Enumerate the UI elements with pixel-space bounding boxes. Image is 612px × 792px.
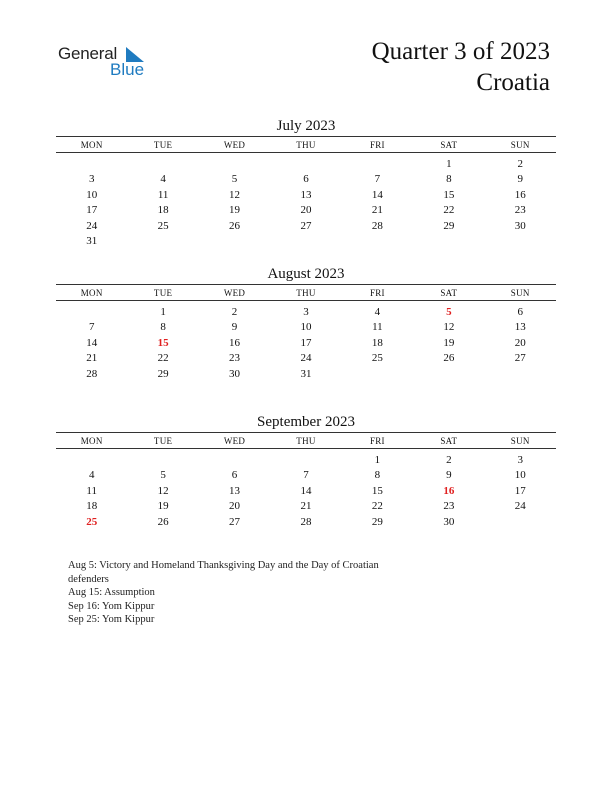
day-cell: 24 bbox=[86, 219, 98, 232]
holiday-day-cell: 5 bbox=[446, 305, 452, 318]
day-cell: 7 bbox=[374, 173, 381, 186]
weekday-header bbox=[56, 432, 556, 449]
day-cell: 18 bbox=[371, 336, 383, 349]
day-cell: 13 bbox=[514, 321, 526, 334]
day-cell: 5 bbox=[231, 173, 238, 186]
title-quarter: Quarter 3 of 2023 bbox=[371, 38, 550, 65]
week-row bbox=[56, 156, 556, 172]
day-cell: 23 bbox=[229, 352, 241, 365]
holiday-day-cell: 25 bbox=[86, 515, 98, 528]
day-cell: 21 bbox=[86, 352, 98, 365]
day-cell: 2 bbox=[517, 157, 523, 170]
day-cell: 30 bbox=[443, 515, 455, 528]
day-cell: 25 bbox=[157, 219, 169, 232]
day-cell: 4 bbox=[160, 173, 166, 186]
day-cell: 13 bbox=[229, 484, 241, 497]
week-row bbox=[56, 304, 556, 320]
day-cell: 13 bbox=[300, 188, 312, 201]
day-cell: 29 bbox=[371, 515, 383, 528]
title-country: Croatia bbox=[476, 69, 550, 96]
day-cell: 20 bbox=[514, 336, 526, 349]
day-cell: 17 bbox=[514, 484, 526, 497]
weekday-mon: MON bbox=[80, 287, 103, 298]
holiday-note: Aug 15: Assumption bbox=[68, 587, 155, 598]
weekday-mon: MON bbox=[80, 435, 103, 446]
day-cell: 30 bbox=[514, 219, 526, 232]
day-cell: 29 bbox=[157, 367, 169, 380]
day-cell: 24 bbox=[514, 500, 526, 513]
day-cell: 14 bbox=[300, 484, 312, 497]
day-cell: 21 bbox=[300, 500, 312, 513]
week-row bbox=[56, 452, 556, 468]
week-row bbox=[56, 351, 556, 367]
weekday-thu: THU bbox=[296, 139, 316, 150]
weekday-sat: SAT bbox=[440, 139, 458, 150]
month-title: August 2023 bbox=[267, 266, 345, 282]
week-row bbox=[56, 483, 556, 499]
day-cell: 16 bbox=[514, 188, 526, 201]
day-cell: 4 bbox=[374, 305, 381, 318]
week-row bbox=[56, 335, 556, 351]
day-cell: 9 bbox=[517, 173, 523, 186]
day-cell: 28 bbox=[300, 515, 312, 528]
day-cell: 10 bbox=[86, 188, 98, 201]
month-title: July 2023 bbox=[276, 118, 336, 134]
week-row bbox=[56, 172, 556, 188]
day-cell: 19 bbox=[443, 336, 455, 349]
day-cell: 2 bbox=[446, 453, 452, 466]
weekday-tue: TUE bbox=[153, 139, 173, 150]
weekday-sun: SUN bbox=[510, 287, 530, 298]
day-cell: 6 bbox=[231, 469, 238, 482]
weekday-tue: TUE bbox=[153, 435, 173, 446]
weekday-header bbox=[56, 284, 556, 301]
weekday-sat: SAT bbox=[440, 287, 458, 298]
weekday-wed: WED bbox=[223, 139, 246, 150]
day-cell: 15 bbox=[371, 484, 383, 497]
month-title: September 2023 bbox=[257, 414, 355, 430]
day-cell: 26 bbox=[443, 352, 455, 365]
day-cell: 29 bbox=[443, 219, 455, 232]
holiday-note: Aug 5: Victory and Homeland Thanksgiving Day and the Day of Croatian defenders bbox=[68, 560, 379, 585]
day-cell: 11 bbox=[157, 188, 169, 201]
weekday-sun: SUN bbox=[510, 435, 530, 446]
day-cell: 6 bbox=[303, 173, 309, 186]
day-cell: 1 bbox=[160, 305, 166, 318]
day-cell: 26 bbox=[157, 515, 169, 528]
day-cell: 5 bbox=[160, 469, 166, 482]
holiday-day-cell: 15 bbox=[157, 336, 169, 349]
day-cell: 18 bbox=[157, 204, 169, 217]
holiday-notes bbox=[68, 559, 418, 627]
day-cell: 28 bbox=[86, 367, 98, 380]
day-cell: 3 bbox=[88, 173, 95, 186]
month-august bbox=[56, 264, 556, 382]
day-cell: 6 bbox=[517, 305, 523, 318]
holiday-note: Sep 16: Yom Kippur bbox=[68, 600, 155, 612]
day-cell: 18 bbox=[86, 500, 98, 513]
week-row bbox=[56, 468, 556, 484]
day-cell: 22 bbox=[371, 500, 383, 513]
day-cell: 12 bbox=[157, 484, 169, 497]
day-cell: 17 bbox=[86, 204, 98, 217]
day-cell: 27 bbox=[229, 515, 241, 528]
day-cell: 9 bbox=[446, 469, 452, 482]
day-cell: 3 bbox=[303, 305, 309, 318]
day-cell: 7 bbox=[303, 469, 309, 482]
holiday-note: Sep 25: Yom Kippur bbox=[68, 614, 155, 625]
weekday-sat: SAT bbox=[440, 435, 458, 446]
day-cell: 23 bbox=[443, 500, 455, 513]
day-cell: 23 bbox=[514, 204, 526, 217]
day-cell: 28 bbox=[371, 219, 383, 232]
day-cell: 4 bbox=[88, 469, 95, 482]
week-row bbox=[56, 514, 556, 530]
day-cell: 2 bbox=[231, 305, 238, 318]
day-cell: 9 bbox=[231, 321, 238, 334]
page-title bbox=[372, 36, 550, 98]
weekday-wed: WED bbox=[223, 435, 246, 446]
generalblue-logo bbox=[58, 44, 158, 80]
day-cell: 8 bbox=[374, 469, 381, 482]
day-cell: 16 bbox=[229, 336, 241, 349]
day-cell: 17 bbox=[300, 336, 312, 349]
day-cell: 10 bbox=[300, 321, 312, 334]
week-row bbox=[56, 320, 556, 336]
day-cell: 8 bbox=[446, 173, 452, 186]
day-cell: 22 bbox=[443, 204, 455, 217]
day-cell: 27 bbox=[514, 352, 526, 365]
weekday-fri: FRI bbox=[369, 287, 385, 298]
day-cell: 31 bbox=[86, 235, 98, 248]
day-cell: 19 bbox=[229, 204, 241, 217]
month-july bbox=[56, 116, 556, 249]
week-row bbox=[56, 366, 556, 382]
weekday-tue: TUE bbox=[153, 287, 173, 298]
weekday-mon: MON bbox=[80, 139, 103, 150]
day-cell: 20 bbox=[229, 500, 241, 513]
week-row bbox=[56, 234, 556, 250]
day-cell: 11 bbox=[372, 321, 383, 334]
logo-text-general: General bbox=[58, 44, 118, 63]
weekday-fri: FRI bbox=[369, 139, 385, 150]
week-row bbox=[56, 218, 556, 234]
day-cell: 21 bbox=[371, 204, 383, 217]
day-cell: 15 bbox=[443, 188, 455, 201]
logo-text-blue: Blue bbox=[110, 60, 145, 79]
week-row bbox=[56, 203, 556, 219]
week-row bbox=[56, 187, 556, 203]
day-cell: 11 bbox=[86, 484, 97, 497]
day-cell: 20 bbox=[300, 204, 312, 217]
day-cell: 22 bbox=[157, 352, 169, 365]
day-cell: 26 bbox=[229, 219, 241, 232]
day-cell: 1 bbox=[446, 157, 452, 170]
day-cell: 1 bbox=[374, 453, 381, 466]
day-cell: 24 bbox=[300, 352, 312, 365]
day-cell: 7 bbox=[88, 321, 95, 334]
day-cell: 25 bbox=[371, 352, 383, 365]
day-cell: 8 bbox=[160, 321, 166, 334]
day-cell: 19 bbox=[157, 500, 169, 513]
weekday-fri: FRI bbox=[369, 435, 385, 446]
holiday-day-cell: 16 bbox=[443, 484, 455, 497]
weekday-thu: THU bbox=[296, 435, 316, 446]
day-cell: 10 bbox=[514, 469, 526, 482]
weekday-wed: WED bbox=[223, 287, 246, 298]
day-cell: 30 bbox=[229, 367, 241, 380]
weekday-sun: SUN bbox=[510, 139, 530, 150]
weekday-thu: THU bbox=[296, 287, 316, 298]
month-september bbox=[56, 412, 556, 530]
day-cell: 3 bbox=[517, 453, 523, 466]
day-cell: 14 bbox=[86, 336, 98, 349]
day-cell: 14 bbox=[371, 188, 383, 201]
week-row bbox=[56, 499, 556, 515]
day-cell: 12 bbox=[443, 321, 455, 334]
day-cell: 31 bbox=[300, 367, 312, 380]
weekday-header bbox=[56, 136, 556, 153]
day-cell: 27 bbox=[300, 219, 312, 232]
day-cell: 12 bbox=[229, 188, 241, 201]
